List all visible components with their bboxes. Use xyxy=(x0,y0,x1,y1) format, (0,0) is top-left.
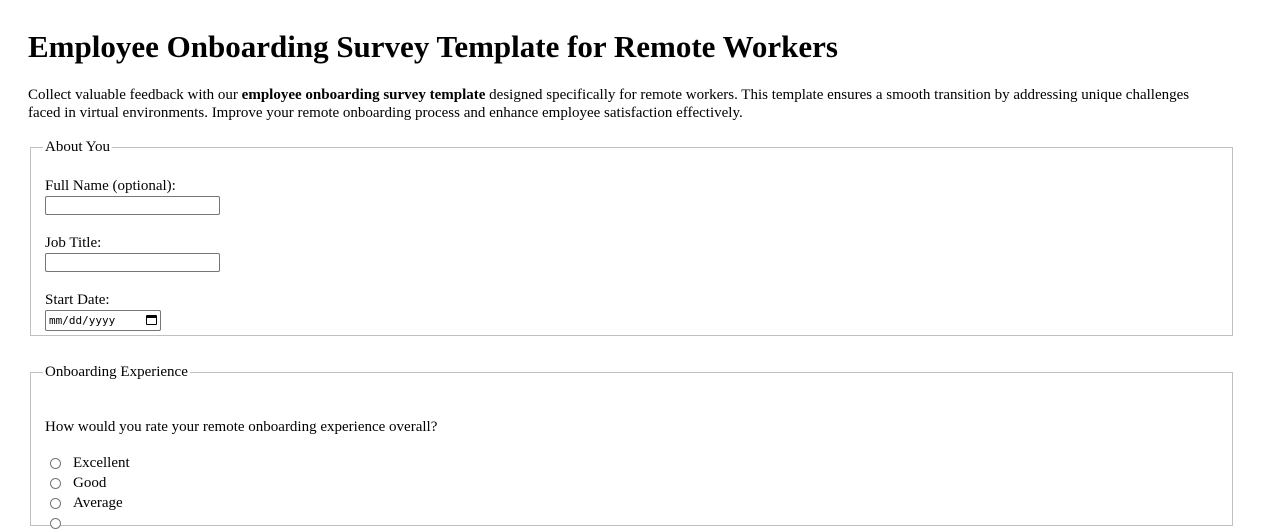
radio-button[interactable] xyxy=(50,458,61,469)
full-name-input[interactable] xyxy=(45,196,220,215)
radio-label: Good xyxy=(73,474,107,491)
start-date-input[interactable] xyxy=(45,310,161,331)
radio-button[interactable] xyxy=(50,478,61,489)
overall-rating-question: How would you rate your remote onboarding experience overall? xyxy=(45,419,438,435)
intro-text-end: designed specifically for remote workers. This template ensures a smooth transition by addressing unique challenges faced in virtual environments. Improve your remote onboarding process and enhance employee satisfaction effectively. xyxy=(28,87,1190,121)
radio-option-next[interactable] xyxy=(50,514,73,532)
start-date-label: Start Date: xyxy=(45,292,110,308)
intro-text-start: Collect valuable feedback with our xyxy=(28,87,242,103)
job-title-label: Job Title: xyxy=(45,235,102,251)
calendar-icon[interactable] xyxy=(146,315,157,325)
intro-paragraph xyxy=(28,86,1218,122)
radio-option-good[interactable] xyxy=(50,474,106,492)
radio-option-average[interactable] xyxy=(50,494,123,512)
radio-button[interactable] xyxy=(50,518,61,529)
radio-label: Average xyxy=(73,494,123,511)
onboarding-experience-fieldset xyxy=(30,364,1233,526)
about-you-fieldset xyxy=(30,139,1233,336)
job-title-input[interactable] xyxy=(45,253,220,272)
page-title: Employee Onboarding Survey Template for Remote Workers xyxy=(28,29,838,64)
full-name-label: Full Name (optional): xyxy=(45,178,176,194)
radio-label: Excellent xyxy=(73,454,130,471)
radio-option-excellent[interactable] xyxy=(50,454,130,472)
intro-text-bold: employee onboarding survey template xyxy=(241,87,486,103)
about-you-legend: About You xyxy=(45,139,111,155)
onboarding-experience-legend: Onboarding Experience xyxy=(45,364,188,380)
start-date-placeholder: mm/dd/yyyy xyxy=(49,314,116,327)
radio-button[interactable] xyxy=(50,498,61,509)
